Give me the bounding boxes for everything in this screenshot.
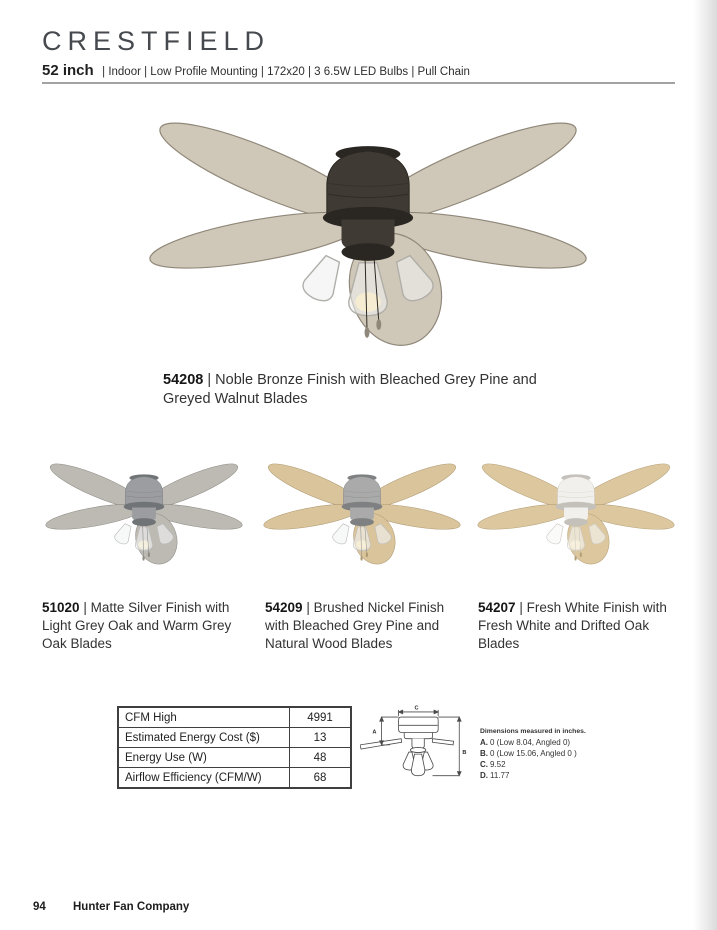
- variant-fan-image-54207: [470, 449, 682, 573]
- company-name: Hunter Fan Company: [73, 901, 190, 913]
- dim-key: D.: [480, 771, 488, 780]
- fan-size: 52 inch: [42, 62, 94, 79]
- dim-text: 0 (Low 15.06, Angled 0 ): [490, 749, 577, 758]
- spec-value: 4991: [290, 707, 352, 728]
- dim-text: 11.77: [490, 771, 510, 780]
- variant-caption-51020: [42, 599, 238, 653]
- variant-caption-54207: [478, 599, 674, 653]
- caption-divider: |: [519, 599, 523, 615]
- header-divider: [42, 82, 675, 84]
- dimension-line-a: [480, 737, 640, 748]
- dim-key: B.: [480, 749, 488, 758]
- dimension-notes: [480, 728, 640, 781]
- spec-label: Airflow Efficiency (CFM/W): [118, 768, 290, 789]
- caption-divider: |: [306, 599, 310, 615]
- caption-divider: |: [83, 599, 87, 615]
- variant-fan-image-54209: [256, 449, 468, 573]
- variant-sku: 54209: [265, 599, 303, 615]
- hero-caption: [163, 371, 583, 409]
- dim-text: 0 (Low 8.04, Angled 0): [490, 738, 571, 747]
- product-subtitle: [42, 62, 470, 80]
- spec-value: 68: [290, 768, 352, 789]
- spec-table: [117, 706, 352, 789]
- dim-key: C.: [480, 760, 488, 769]
- dim-label-c: C: [414, 705, 419, 712]
- dim-label-a: A: [372, 729, 377, 736]
- hero-fan-image: [128, 100, 608, 355]
- dimension-line-d: [480, 770, 640, 781]
- variant-fan-image-51020: [38, 449, 250, 573]
- spec-value: 13: [290, 728, 352, 748]
- dimension-diagram: [360, 702, 468, 798]
- dimension-note-title: Dimensions measured in inches.: [480, 728, 586, 735]
- variant-description: Matte Silver Finish with Light Grey Oak and Warm Grey Oak Blades: [42, 599, 232, 651]
- spec-label: Estimated Energy Cost ($): [118, 728, 290, 748]
- page-title: CRESTFIELD: [42, 26, 271, 56]
- dimension-line-c: [480, 759, 640, 770]
- variant-description: Brushed Nickel Finish with Bleached Grey Pine and Natural Wood Blades: [265, 599, 445, 651]
- hero-sku: 54208: [163, 371, 204, 388]
- page-edge-shadow: [693, 0, 717, 930]
- spec-label: CFM High: [118, 707, 290, 728]
- dim-key: A.: [480, 738, 488, 747]
- variant-description: Fresh White Finish with Fresh White and Drifted Oak Blades: [478, 599, 667, 651]
- table-row: [118, 707, 351, 728]
- dim-label-b: B: [462, 750, 467, 757]
- spec-value: 48: [290, 748, 352, 768]
- table-row: [118, 728, 351, 748]
- spec-label: Energy Use (W): [118, 748, 290, 768]
- dim-text: 9.52: [490, 760, 506, 769]
- fan-side-view-drawing: [360, 702, 468, 798]
- caption-divider: |: [207, 371, 212, 388]
- dimension-line-b: [480, 748, 640, 759]
- hero-description: Noble Bronze Finish with Bleached Grey Pine and Greyed Walnut Blades: [163, 371, 537, 407]
- variant-sku: 54207: [478, 599, 516, 615]
- table-row: [118, 748, 351, 768]
- variant-caption-54209: [265, 599, 461, 653]
- page-number: 94: [33, 901, 46, 913]
- variant-sku: 51020: [42, 599, 80, 615]
- table-row: [118, 768, 351, 789]
- feature-list: | Indoor | Low Profile Mounting | 172x20 | 3 6.5W LED Bulbs | Pull Chain: [102, 66, 470, 78]
- page-footer: [33, 901, 189, 913]
